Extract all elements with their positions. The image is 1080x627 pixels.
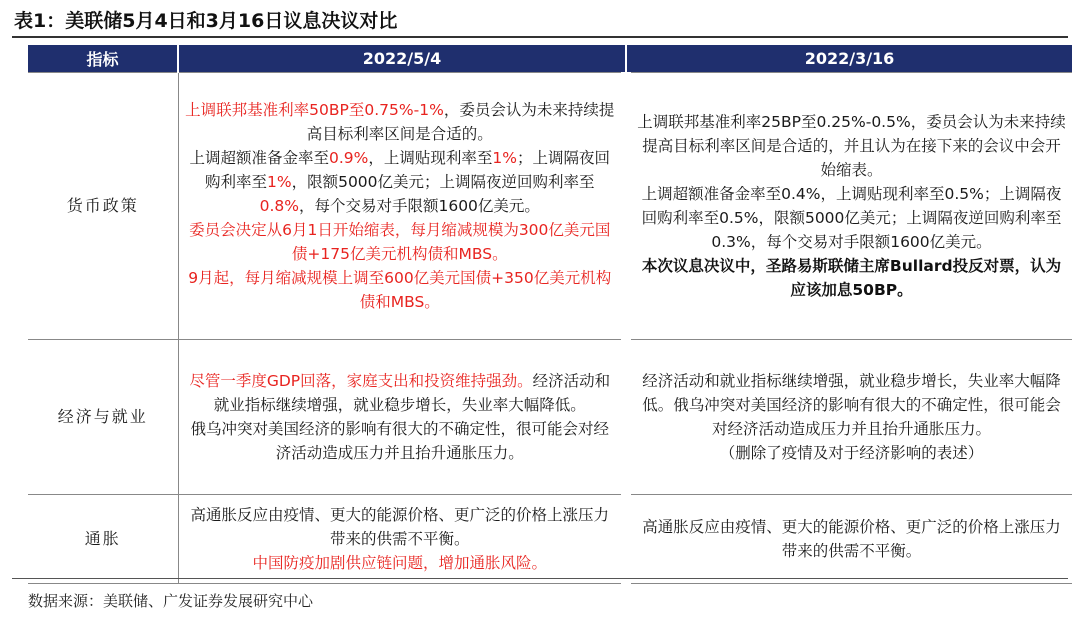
text-segment: 1% [266,173,292,191]
header-date-may: 2022/5/4 [178,45,626,73]
cell-may-monetary [178,73,626,340]
text-segment: 0.9% [329,149,369,167]
text-segment: ；上调隔夜回购利率至 [204,149,611,191]
row-label-monetary-policy: 货币政策 [28,73,178,340]
cell-mar-inflation [626,495,1072,584]
header-indicator: 指标 [28,45,178,73]
table-row [28,340,1072,495]
text-segment: ，委员会认为未来持续提高目标利率区间是合适的。 [306,101,615,143]
table-row [28,73,1072,340]
title-rule [12,36,1068,38]
text-segment: ，每个交易对手限额1600亿美元。 [298,197,540,215]
text-segment: 1% [492,149,517,167]
cell-may-inflation [178,495,626,584]
text-segment: 本次议息决议中，圣路易斯联储主席Bullard投反对票，认为应该加息50BP。 [641,257,1062,299]
text-segment: 9月起，每月缩减规模上调至600亿美元国债+350亿美元机构债和MBS。 [188,269,612,311]
text-segment: 0.8% [259,197,299,215]
text-segment: 高通胀反应由疫情、更大的能源价格、更广泛的价格上涨压力带来的供需不平衡。 [642,518,1061,560]
text-segment: ，限额5000亿美元；上调隔夜逆回购利率至 [291,173,595,191]
text-segment: 经济活动和就业指标继续增强，就业稳步增长，失业率大幅降低。 [213,372,611,414]
text-segment: 俄乌冲突对美国经济的影响有很大的不确定性，很可能会对经济活动造成压力并且抬升通胀压力。 [190,420,609,462]
text-segment: 上调联邦基准利率25BP至0.25%-0.5%，委员会认为未来持续提高目标利率区间是合适的，并且认为在接下来的会议中会开始缩表。 [637,113,1066,179]
source-rule [12,578,1068,579]
row-label-economy-employment: 经济与就业 [28,340,178,495]
text-segment: 尽管一季度GDP回落，家庭支出和投资维持强劲。 [189,372,533,390]
text-segment: （删除了疫情及对于经济影响的表述） [719,444,984,462]
table-header-row [28,45,1072,73]
comparison-table [28,45,1072,584]
text-segment: 中国防疫加剧供应链问题，增加通胀风险。 [252,554,547,572]
header-date-mar: 2022/3/16 [626,45,1072,73]
cell-mar-monetary [626,73,1072,340]
text-segment: 上调超额准备金率至 [189,149,329,167]
text-segment: 经济活动和就业指标继续增强，就业稳步增长，失业率大幅降低。俄乌冲突对美国经济的影响有很大的不确定性，很可能会对经济活动造成压力并且抬升通胀压力。 [642,372,1061,438]
text-segment: 上调联邦基准利率50BP至0.75%-1% [185,101,444,119]
text-segment: 委员会决定从6月1日开始缩表，每月缩减规模为300亿美元国债+175亿美元机构债和MBS。 [189,221,611,263]
text-segment: ，上调贴现利率至 [368,149,493,167]
text-segment: 高通胀反应由疫情、更大的能源价格、更广泛的价格上涨压力带来的供需不平衡。 [190,506,609,548]
row-label-inflation: 通胀 [28,495,178,584]
table-row [28,495,1072,584]
table-title: 表1：美联储5月4日和3月16日议息决议对比 [14,10,398,32]
cell-mar-economy [626,340,1072,495]
data-source-note: 数据来源：美联储、广发证券发展研究中心 [28,592,314,610]
text-segment: 上调超额准备金率至0.4%，上调贴现利率至0.5%；上调隔夜回购利率至0.5%，限额5000亿美元；上调隔夜逆回购利率至0.3%，每个交易对手限额1600亿美元。 [641,185,1062,251]
cell-may-economy [178,340,626,495]
